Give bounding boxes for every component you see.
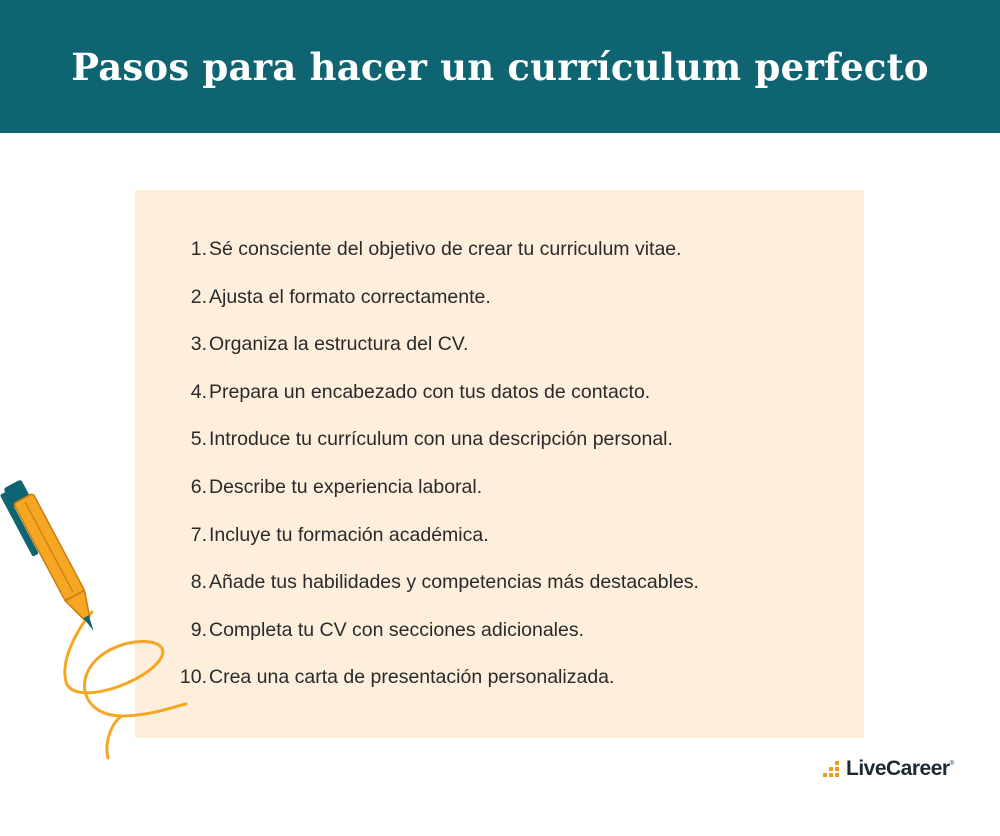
step-number: 5. [190,428,207,451]
brand-logo [822,757,954,781]
logo-dots-icon [822,759,844,779]
page-title: Pasos para hacer un currículum perfecto [71,44,929,89]
step-text: Describe tu experiencia laboral. [209,475,483,498]
step-text: Incluye tu formación académica. [209,523,489,546]
step-text: Completa tu CV con secciones adicionales. [209,618,585,641]
header-banner [0,0,1000,133]
registered-mark: ® [949,761,954,767]
brand-name: LiveCareer [846,757,950,780]
step-item [135,321,864,369]
step-text: Añade tus habilidades y competencias más destacables. [209,571,699,594]
step-text: Introduce tu currículum con una descripción personal. [209,428,673,451]
step-text: Crea una carta de presentación personalizada. [209,666,615,689]
ink-swirl [65,612,186,758]
pen-icon [0,460,200,770]
step-item [135,654,864,702]
step-item [135,512,864,560]
step-text: Prepara un encabezado con tus datos de contacto. [209,380,651,403]
step-number: 3. [190,333,207,356]
step-item [135,464,864,512]
step-number: 7. [190,523,207,546]
step-number: 4. [190,380,207,403]
steps-list [135,226,864,702]
step-number: 6. [190,475,207,498]
step-text: Organiza la estructura del CV. [209,333,469,356]
pen-tip [83,615,96,632]
step-text: Ajusta el formato correctamente. [209,285,491,308]
step-item [135,274,864,322]
step-number: 9. [190,618,207,641]
step-text: Sé consciente del objetivo de crear tu curriculum vitae. [209,238,682,260]
step-number: 8. [190,571,207,594]
step-number: 1. [190,238,207,260]
steps-card [135,190,864,738]
step-number: 2. [190,285,207,308]
step-number: 10. [179,666,207,689]
step-item [135,607,864,655]
step-item [135,559,864,607]
step-item [135,369,864,417]
step-item [135,226,864,274]
step-item [135,416,864,464]
